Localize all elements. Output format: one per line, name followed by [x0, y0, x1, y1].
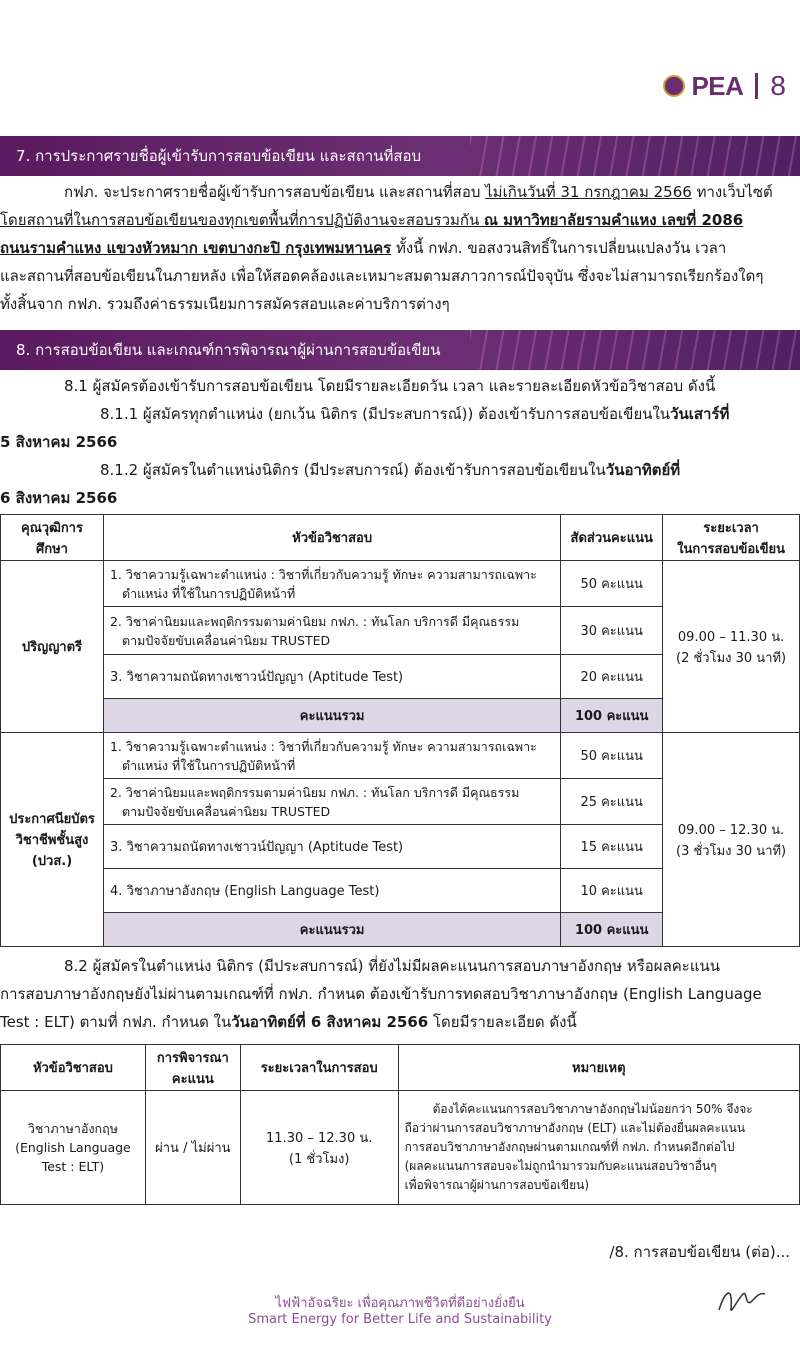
exam-schedule-table	[0, 514, 800, 947]
score-cell: 50 คะแนน	[561, 561, 663, 607]
score-cell: 10 คะแนน	[561, 869, 663, 913]
elt-remarks: ต้องได้คะแนนการสอบวิชาภาษาอังกฤษไม่น้อยกว่า 50% จึงจะ ถือว่าผ่านการสอบวิชาภาษาอังกฤษ (ELT) และไม่ต้องยื่นผลคะแนน การสอบวิชาภาษาอังกฤษผ่านตามเกณฑ์ที่ กฟภ. กำหนดอีกต่อไป (ผลคะแนนการสอบจะไม่ถูกนำมารวมกับคะแนนสอบวิชาอื่นๆ เพื่อพิจารณาผู้ผ่านการสอบข้อเขียน)	[398, 1091, 799, 1205]
subject-cell: 4. วิชาภาษาอังกฤษ (English Language Test)	[103, 869, 560, 913]
subject-cell: 1. วิชาความรู้เฉพาะตำแหน่ง : วิชาที่เกี่ยวกับความรู้ ทักษะ ความสามารถเฉพาะ ตำแหน่ง ที่ใช้ในการปฏิบัติหน้าที่	[103, 733, 560, 779]
section-7-body: กฟภ. จะประกาศรายชื่อผู้เข้ารับการสอบข้อเขียน และสถานที่สอบ ไม่เกินวันที่ 31 กรกฎาคม 2566 ทางเว็บไซต์ โดยสถานที่ในการสอบข้อเขียนของทุกเขตพื้นที่การปฏิบัติงานจะสอบรวมกัน ณ มหาวิทยาลัยรามคำแหง เลขที่ 2086 ถนนรามคำแหง แขวงหัวหมาก เขตบางกะปิ กรุงเทพมหานคร ทั้งนี้ กฟภ. ขอสงวนสิทธิ์ในการเปลี่ยนแปลงวัน เวลา และสถานที่สอบข้อเขียนในภายหลัง เพื่อให้สอดคล้องและเหมาะสมตามสภาวการณ์ปัจจุบัน ซึ่งจะไม่สามารถเรียกร้องใดๆ ทั้งสิ้นจาก กฟภ. รวมถึงค่าธรรมเนียมการสมัครสอบและค่าบริการต่างๆ	[0, 183, 773, 313]
subject-cell: 2. วิชาค่านิยมและพฤติกรรมตามค่านิยม กฟภ. : ทันโลก บริการดี มีคุณธรรม ตามปัจจัยขับเคลื่อนค่านิยม TRUSTED	[103, 779, 560, 825]
elt-criteria: ผ่าน / ไม่ผ่าน	[145, 1091, 240, 1205]
section-8-heading: 8. การสอบข้อเขียน และเกณฑ์การพิจารณาผู้ผ่านการสอบข้อเขียน	[0, 330, 800, 370]
pea-logo	[663, 70, 786, 102]
elt-time: 11.30 – 12.30 น. (1 ชั่วโมง)	[240, 1091, 398, 1205]
continued-note: /8. การสอบข้อเขียน (ต่อ)...	[609, 1243, 790, 1261]
subject-cell: 1. วิชาความรู้เฉพาะตำแหน่ง : วิชาที่เกี่ยวกับความรู้ ทักษะ ความสามารถเฉพาะ ตำแหน่ง ที่ใช้ในการปฏิบัติหน้าที่	[103, 561, 560, 607]
score-cell: 25 คะแนน	[561, 779, 663, 825]
section-7-heading: 7. การประกาศรายชื่อผู้เข้ารับการสอบข้อเขียน และสถานที่สอบ	[0, 136, 800, 176]
score-cell: 15 คะแนน	[561, 825, 663, 869]
col-header-remarks: หมายเหตุ	[398, 1045, 799, 1091]
subject-cell: 3. วิชาความถนัดทางเชาวน์ปัญญา (Aptitude Test)	[103, 655, 560, 699]
col-header-time: ระยะเวลาในการสอบ	[240, 1045, 398, 1091]
total-label: คะแนนรวม	[103, 699, 560, 733]
score-cell: 50 คะแนน	[561, 733, 663, 779]
score-cell: 30 คะแนน	[561, 607, 663, 655]
section-8-2-body: 8.2 ผู้สมัครในตำแหน่ง นิติกร (มีประสบการณ์) ที่ยังไม่มีผลคะแนนการสอบภาษาอังกฤษ หรือผลคะแนน การสอบภาษาอังกฤษยังไม่ผ่านตามเกณฑ์ที่ กฟภ. กำหนด ต้องเข้ารับการทดสอบวิชาภาษาอังกฤษ (English Language Test : ELT) ตามที่ กฟภ. กำหนด ในวันอาทิตย์ที่ 6 สิงหาคม 2566 โดยมีรายละเอียด ดังนี้	[0, 957, 762, 1031]
elt-table	[0, 1044, 800, 1205]
footer-slogan-thai: ไฟฟ้าอัจฉริยะ เพื่อคุณภาพชีวิตที่ดีอย่างยั่งยืน	[275, 1296, 525, 1311]
qualification-bachelor: ปริญญาตรี	[1, 561, 104, 733]
col-header-qualification: คุณวุฒิการศึกษา	[1, 515, 104, 561]
total-score: 100 คะแนน	[561, 913, 663, 947]
total-label: คะแนนรวม	[103, 913, 560, 947]
subject-cell: 3. วิชาความถนัดทางเชาวน์ปัญญา (Aptitude Test)	[103, 825, 560, 869]
total-score: 100 คะแนน	[561, 699, 663, 733]
section-8-body: 8.1 ผู้สมัครต้องเข้ารับการสอบข้อเขียน โดยมีรายละเอียดวัน เวลา และรายละเอียดหัวข้อวิชาสอบ ดังนี้ 8.1.1 ผู้สมัครทุกตำแหน่ง (ยกเว้น นิติกร (มีประสบการณ์)) ต้องเข้ารับการสอบข้อเขียนในวันเสาร์ที่ 5 สิงหาคม 2566 8.1.2 ผู้สมัครในตำแหน่งนิติกร (มีประสบการณ์) ต้องเข้ารับการสอบข้อเขียนในวันอาทิตย์ที่ 6 สิงหาคม 2566	[0, 377, 730, 507]
elt-subject: วิชาภาษาอังกฤษ (English Language Test : ELT)	[1, 1091, 146, 1205]
duration-cell: 09.00 – 11.30 น. (2 ชั่วโมง 30 นาที)	[663, 561, 800, 733]
col-header-subject: หัวข้อวิชาสอบ	[103, 515, 560, 561]
logo-text: PEA	[691, 70, 744, 101]
qualification-diploma: ประกาศนียบัตร วิชาชีพชั้นสูง (ปวส.)	[1, 733, 104, 947]
subject-cell: 2. วิชาค่านิยมและพฤติกรรมตามค่านิยม กฟภ. : ทันโลก บริการดี มีคุณธรรม ตามปัจจัยขับเคลื่อนค่านิยม TRUSTED	[103, 607, 560, 655]
col-header-duration: ระยะเวลา ในการสอบข้อเขียน	[663, 515, 800, 561]
score-cell: 20 คะแนน	[561, 655, 663, 699]
divider	[755, 73, 758, 99]
col-header-score: สัดส่วนคะแนน	[561, 515, 663, 561]
duration-cell: 09.00 – 12.30 น. (3 ชั่วโมง 30 นาที)	[663, 733, 800, 947]
signature	[715, 1280, 775, 1320]
col-header-subject: หัวข้อวิชาสอบ	[1, 1045, 146, 1091]
footer-slogan-english: Smart Energy for Better Life and Sustainability	[248, 1312, 552, 1327]
page-number: 8	[770, 70, 786, 101]
col-header-criteria: การพิจารณา คะแนน	[145, 1045, 240, 1091]
pea-seal-icon	[663, 75, 685, 97]
